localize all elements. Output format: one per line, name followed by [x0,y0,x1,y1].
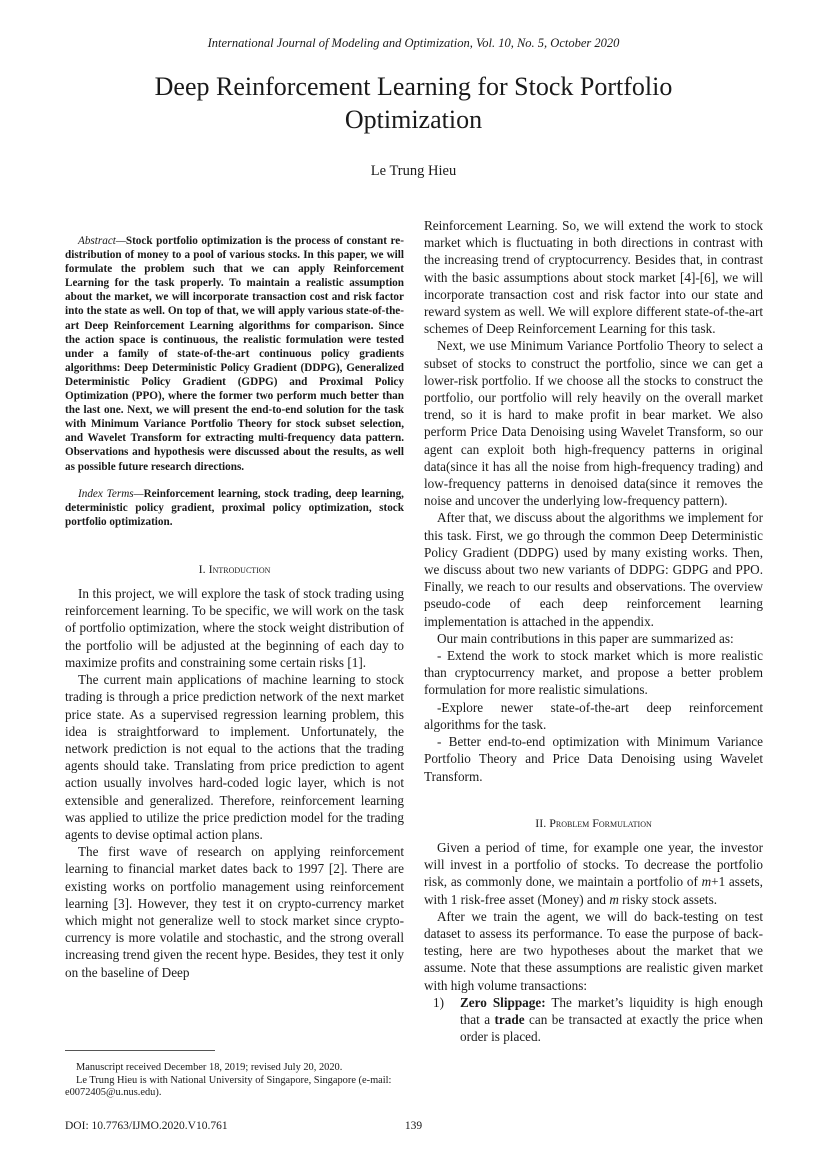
item-heading: Zero Slippage: [460,994,546,1010]
math-m: m [701,874,712,890]
footnote-divider [65,1050,215,1051]
continued-paragraph: Reinforcement Learning. So, we will extend the work to stock market which is fluctuating in both directions in contrast with the increasing trend of cryptocurrency. Besides that, in contrast with the basic assumptions about stock market [4]-[6], we will incorporate transaction cost and risk factor into our state and reward system as well. We will explore different state-of-the-art schemes of Deep Reinforcement Learning for this task. [424,218,763,337]
text-run: +1 assets, with 1 risk-free asset (Money) and [424,874,763,907]
item-body [460,994,763,1046]
doi: DOI: 10.7763/IJMO.2020.V10.761 [65,1120,228,1132]
formulation-paragraph [424,839,763,908]
abstract-lead: Abstract— [78,235,126,247]
footnotes [65,1062,404,1100]
assumption-item [424,994,763,1046]
section-heading-introduction [65,561,404,578]
journal-header: International Journal of Modeling and Optimization, Vol. 10, No. 5, October 2020 [207,36,620,50]
body-paragraph: After that, we discuss about the algorithms we implement for this task. First, we go through the common Deep Deterministic Policy Gradient (DDPG) used by many existing works. Then, we discuss about two new variants of DDPG: GDPG and PPO. Finally, we reach to our results and observations. The overview pseudo-code of each deep reinforcement learning implementation is attached in the appendix. [424,510,763,629]
intro-paragraph: The first wave of research on applying reinforcement learning to financial market dates back to 1997 [2]. There are existing works on portfolio management using reinforcement learning [3]. However, they test it on crypto-currency market which might not generalize well to stock market since crypto-currency is more volatile and stochastic, and the strong overall increasing trend given the recent hype. Besides, they test it only on the baseline of Deep [65,844,404,980]
footnote-affiliation: Le Trung Hieu is with National University of Singapore, Singapore (e-mail: e0072405@u.nus.edu). [65,1074,392,1098]
page-number: 139 [404,1120,423,1132]
formulation-paragraph: After we train the agent, we will do back-testing on test dataset to assess its performance. To ease the purpose of back-testing, here are two hypotheses about the market that we assume. Note that these assumptions are realistic given market with high volume transactions: [424,908,763,993]
contribution-item: - Better end-to-end optimization with Minimum Variance Portfolio Theory and Price Data Denoising using Wavelet Transform. [424,734,763,784]
text-run: Given a period of time, for example one year, the investor will invest in a portfolio of stocks. To decrease the portfolio risk, as commonly done, we maintain a portfolio of [424,839,763,890]
title-line-1: Deep Reinforcement Learning for Stock Portfolio [154,72,673,101]
intro-paragraph: In this project, we will explore the task of stock trading using reinforcement learning. To be specific, we will work on the task of portfolio optimization, where the stock weight distribution of the portfolio will be adjusted at the beginning of each day to maximize profits and constraining some certain risks [1]. [65,586,404,670]
section-heading-problem-formulation [424,815,763,832]
paper-title [90,70,737,136]
contribution-item: - Extend the work to stock market which is more realistic than cryptocurrency market, and propose a better problem formulation for more realistic simulations. [424,648,763,698]
item-number: 1) [433,994,444,1010]
section-numeral: II. [535,815,550,830]
text-run: The market’s liquidity is high enough that a [460,994,764,1027]
section-title: Introduction [208,561,271,576]
section-numeral: I. [198,561,209,576]
section-title: Problem Formulation [549,815,652,830]
footnote-received: Manuscript received December 18, 2019; revised July 20, 2020. [76,1062,343,1073]
text-run: can be transacted at exactly the price when order is placed. [460,1011,763,1045]
bold-term: trade [494,1011,525,1027]
right-column [424,217,763,1045]
body-paragraph: Next, we use Minimum Variance Portfolio Theory to select a subset of stocks to construct the portfolio, since we can get a lower-risk portfolio. If we choose all the stocks to construct the portfolio, our portfolio will rely heavily on the overall market trend, so it is hard to make profit in bear market. We also perform Price Data Denoising using Wavelet Transform, so our agent can exploit both high-frequency patterns in original data(since it has all the noise from high-frequency trading) and low-frequency patterns in denoised data(since it removes the noise and uncover the underlying low-frequency pattern). [424,338,763,509]
index-terms [65,487,404,529]
title-line-2: Optimization [344,105,483,134]
contributions-intro: Our main contributions in this paper are summarized as: [437,630,734,646]
index-terms-text: Reinforcement learning, stock trading, deep learning, deterministic policy gradient, proximal policy optimization, stock portfolio optimization. [65,487,404,528]
contribution-item: -Explore newer state-of-the-art deep reinforcement algorithms for the task. [424,699,763,732]
index-terms-lead: Index Terms— [78,487,144,500]
math-m: m [609,891,619,907]
author-name: Le Trung Hieu [370,163,457,179]
abstract-text: Stock portfolio optimization is the process of constant re-distribution of money to a pool of various stocks. In this paper, we will formulate the problem such that we can apply Reinforcement Learning for the task properly. To maintain a realistic assumption about the market, we will incorporate transaction cost and risk factor into the state as well. On top of that, we will apply various state-of-the-art Deep Reinforcement Learning algorithms for comparison. Since the action space is continuous, the realistic formulation were tested under a family of state-of-the-art continuous policy gradients algorithms: Deep Deterministic Policy Gradient (DDPG), Generalized Deterministic Policy Gradient (GDPG) and Proximal Policy Optimization (PPO), where the former two perform much better than the last one. Next, we will present the end-to-end solution for the task with Minimum Variance Portfolio Theory for stock subset selection, and Wavelet Transform for extracting multi-frequency data pattern. Observations and hypothesis were discussed about the results, as well as possible future research directions. [65,235,404,473]
text-run: risky stock assets. [618,891,718,907]
intro-paragraph: The current main applications of machine learning to stock trading is through a price prediction network of the next market price state. As a supervised regression learning problem, this idea is straightforward to implement. Unfortunately, the network prediction is not equal to the actions that the trading agents should take. Translating from price prediction to agent action usually involves hard-coded logic layer, which is not extensible and generalized. Therefore, reinforcement learning was applied to utilize the price prediction model for the trading agents to devise optimal action plans. [65,672,404,842]
abstract [65,234,404,474]
left-column [65,217,404,981]
